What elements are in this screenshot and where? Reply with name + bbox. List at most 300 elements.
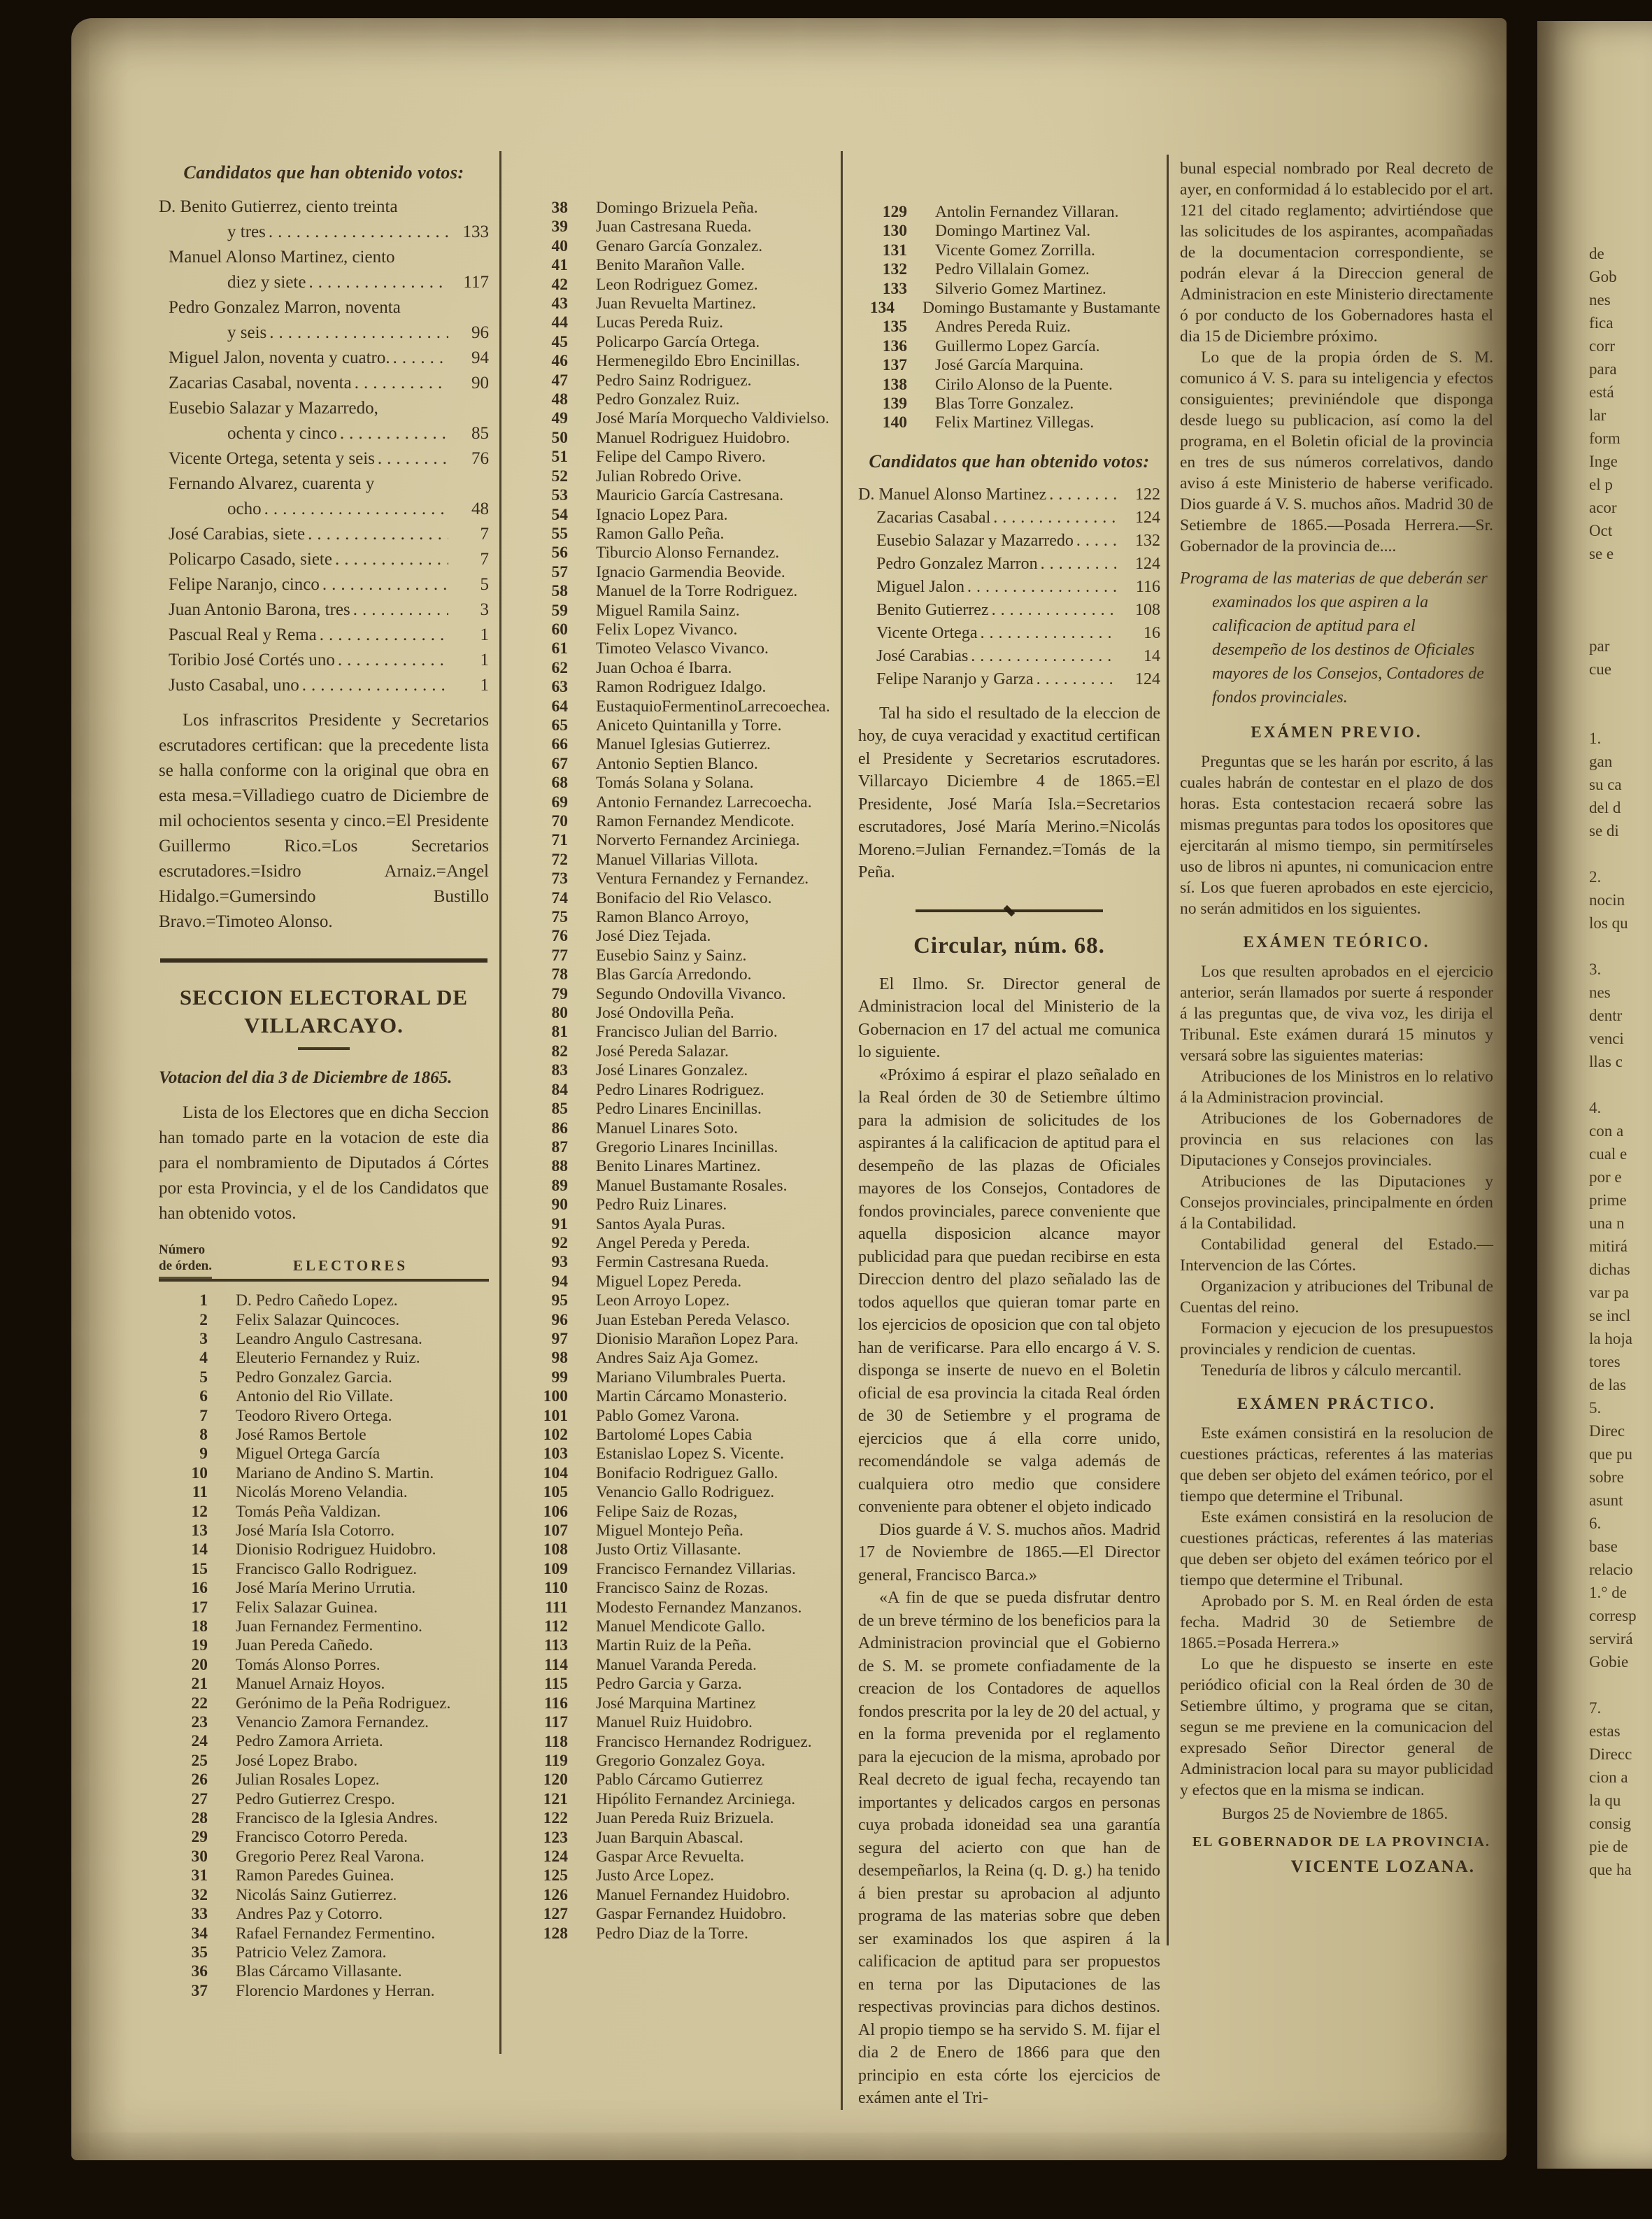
elector-number: 83	[551, 1061, 568, 1080]
elector-name: Hipólito Fernandez Arciniega.	[596, 1789, 796, 1808]
elector-name: Vicente Gomez Zorrilla.	[935, 241, 1095, 260]
adjacent-page-edge	[1537, 21, 1652, 2169]
column-rule-1	[499, 151, 501, 2054]
diamond-ornament	[1004, 905, 1015, 916]
text-block: «Próximo á espirar el plazo señalado en la Real órden de 30 de Setiembre último para la admision de solicitudes de los aspirantes á la calificacion de aptitud para el desempeño de las plazas de Oficiales mayores de los Consejos, Contadores de fondos provinciales, parece conveniente que aquella disposicion alcance mayor publicidad para que puedan recibirse en esta Direccion dentro del plazo señalado las de todos aquellos que quieran tomar parte en los ejercicios de oposicion que con tal objeto han de verificarse. Para ello encargo á V. S. disponga se inserte de nuevo en el Boletin oficial de esa provincia la citada Real órden de 30 de Setiembre y el programa de ejercicios que á ella corre unido, recomendándole se valga además de cualquiera otro medio que considere conveniente para obtener el objeto indicado	[858, 1065, 1160, 1517]
elector-name: Modesto Fernandez Manzanos.	[596, 1598, 802, 1617]
elector-row	[519, 1196, 837, 1214]
elector-name: Miguel Ramila Sainz.	[596, 601, 740, 620]
cut-off-text-fragment: con a	[1589, 1122, 1624, 1140]
candidate-name: Pedro Gonzalez Marron	[876, 554, 1038, 573]
vote-entry-text: Justo Casabal, uno	[169, 676, 299, 695]
elector-number: 91	[551, 1214, 568, 1233]
elector-list-38-128	[519, 199, 837, 1943]
elector-number: 118	[544, 1732, 568, 1751]
elector-row	[519, 218, 837, 236]
elector-name: José María Isla Cotorro.	[236, 1521, 395, 1540]
vote-entry-text: Toribio José Cortés uno	[169, 651, 335, 669]
elector-name: Manuel Ruiz Huidobro.	[596, 1713, 753, 1732]
number-column-header: Número de órden.	[159, 1242, 212, 1279]
elector-number: 40	[551, 236, 568, 255]
elector-row	[159, 1675, 489, 1694]
elector-row	[519, 486, 837, 505]
elector-number: 74	[551, 888, 568, 907]
elector-name: Pedro Linares Rodriguez.	[596, 1080, 764, 1099]
elector-number: 98	[551, 1349, 568, 1368]
elector-number: 17	[191, 1598, 208, 1617]
elector-name: Rafael Fernandez Fermentino.	[236, 1924, 436, 1943]
candidate-vote-count: 124	[1135, 554, 1160, 573]
elector-name: Manuel Villarias Villota.	[596, 850, 758, 869]
elector-row	[519, 1503, 837, 1522]
elector-name: Felix Salazar Guinea.	[236, 1598, 378, 1617]
cut-off-text-fragment: estas	[1589, 1722, 1621, 1740]
elector-number: 75	[551, 908, 568, 927]
cut-off-text-fragment: su ca	[1589, 776, 1622, 793]
elector-row	[159, 1962, 489, 1981]
elector-row	[519, 352, 837, 371]
elector-name: Norverto Fernandez Arciniega.	[596, 831, 800, 850]
text-block: Teneduría de libros y cálculo mercantil.	[1201, 1361, 1462, 1380]
text-block: Atribuciones de los Gobernadores de provincia en sus relaciones con las Diputaciones y Consejos provinciales.	[1180, 1110, 1493, 1170]
elector-number: 32	[191, 1885, 208, 1904]
elector-row	[519, 908, 837, 927]
elector-number: 12	[191, 1502, 208, 1521]
candidate-name: Benito Gutierrez	[876, 600, 989, 619]
text-block: Lo que he dispuesto se inserte en este periódico oficial con la Real órden de 30 de Setiembre último, y programa que se citan, segun se me previene en la comunicacion del expresado Señor Director general de Administracion local para su mayor publicidad y efectos que en la misma se indican.	[1180, 1655, 1493, 1799]
elector-number: 117	[544, 1713, 568, 1732]
elector-number: 123	[543, 1828, 568, 1847]
elector-number: 54	[551, 505, 568, 524]
text-block: Dios guarde á V. S. muchos años. Madrid 17 de Noviembre de 1865.—El Director general, Francisco Barca.»	[858, 1520, 1160, 1585]
elector-number: 72	[551, 850, 568, 869]
elector-name: Antonio Septien Blanco.	[596, 754, 758, 773]
elector-name: Pablo Cárcamo Gutierrez	[596, 1771, 763, 1789]
elector-row	[159, 1579, 489, 1598]
elector-row	[159, 1560, 489, 1579]
vote-entry-line2	[159, 371, 489, 396]
elector-number: 28	[191, 1809, 208, 1828]
cut-off-text-fragment: asunt	[1589, 1491, 1623, 1509]
elector-row	[519, 1522, 837, 1540]
elector-row	[519, 716, 837, 735]
circular-body	[858, 973, 1160, 2110]
cut-off-text-fragment: el p	[1589, 476, 1613, 493]
vote-entry-line1: Pedro Gonzalez Marron, noventa	[169, 298, 401, 317]
elector-name: Silverio Gomez Martinez.	[935, 279, 1106, 298]
elector-row	[519, 1886, 837, 1905]
elector-name: Juan Ochoa é Ibarra.	[596, 658, 732, 677]
elector-row	[519, 1368, 837, 1387]
elector-number: 9	[199, 1445, 208, 1463]
elector-row	[159, 1848, 489, 1866]
elector-number: 36	[191, 1962, 208, 1981]
elector-number: 10	[191, 1463, 208, 1482]
elector-name: Gregorio Perez Real Varona.	[236, 1847, 425, 1866]
elector-row	[519, 1866, 837, 1885]
elector-name: Andres Saiz Aja Gomez.	[596, 1349, 759, 1368]
elector-row	[519, 851, 837, 870]
elector-name: Manuel Linares Soto.	[596, 1119, 738, 1137]
elector-row	[858, 413, 1160, 432]
elector-row	[159, 1790, 489, 1809]
vote-count: 5	[480, 575, 489, 594]
text-block: bunal especial nombrado por Real decreto de ayer, en conformidad á lo establecido por el art. 121 del citado reglamento; advirtiéndose que las solicitudes de los aspirantes, acompañadas de la documentacion correspondiente, se podrán elevar á la Direccion general de Administracion en este Ministerio directamente ó por conducto de los Gobernadores hasta el dia 15 de Diciembre próximo.	[1180, 159, 1493, 346]
elector-row	[519, 1215, 837, 1234]
cut-off-text-fragment: fica	[1589, 314, 1614, 332]
cut-off-text-fragment: gan	[1589, 753, 1613, 770]
elector-number: 95	[551, 1291, 568, 1310]
elector-number: 96	[551, 1310, 568, 1329]
elector-number: 71	[551, 831, 568, 850]
candidate-vote-count: 124	[1135, 669, 1160, 688]
elector-name: Blas García Arredondo.	[596, 965, 752, 984]
elector-name: José Diez Tejada.	[596, 927, 711, 946]
elector-name: Patricio Velez Zamora.	[236, 1943, 387, 1962]
cut-off-text-fragment: prime	[1589, 1191, 1627, 1209]
column-rule-3	[1167, 155, 1169, 1945]
elector-name: Blas Cárcamo Villasante.	[236, 1962, 402, 1981]
elector-number: 128	[543, 1924, 568, 1943]
elector-number: 37	[191, 1981, 208, 2000]
candidate-name: José Carabias	[876, 646, 969, 665]
elector-number: 106	[543, 1502, 568, 1521]
elector-number: 22	[191, 1694, 208, 1713]
cut-off-text-fragment: nes	[1589, 984, 1611, 1001]
elector-number: 115	[544, 1675, 568, 1694]
elector-name: Francisco Cotorro Pereda.	[236, 1828, 408, 1847]
candidate-name: Vicente Ortega	[876, 623, 978, 642]
elector-number: 61	[551, 639, 568, 658]
elector-name: José Lopez Brabo.	[236, 1751, 358, 1770]
elector-name: Gerónimo de la Peña Rodriguez.	[236, 1694, 451, 1713]
elector-name: Miguel Ortega García	[236, 1445, 380, 1463]
elector-row	[519, 563, 837, 582]
elector-number: 70	[551, 812, 568, 830]
elector-name: Ignacio Garmendia Beovide.	[596, 562, 785, 581]
cut-off-text-fragment: Inge	[1589, 453, 1618, 470]
elector-name: Mariano de Andino S. Martin.	[236, 1463, 434, 1482]
elector-number: 8	[199, 1425, 208, 1444]
elector-number: 14	[191, 1540, 208, 1559]
elector-name: Felix Salazar Quincoces.	[236, 1310, 400, 1329]
elector-name: Benito Marañon Valle.	[596, 256, 745, 275]
elector-name: Francisco Julian del Barrio.	[596, 1023, 778, 1042]
elector-row	[519, 755, 837, 774]
elector-number: 51	[551, 448, 568, 467]
elector-name: Manuel Arnaiz Hoyos.	[236, 1675, 385, 1694]
elector-number: 135	[882, 318, 907, 336]
column-2	[519, 158, 837, 1943]
elector-number: 43	[551, 295, 568, 313]
section-divider-rule	[160, 958, 487, 963]
elector-name: Domingo Martinez Val.	[935, 222, 1091, 241]
column-1	[159, 158, 489, 2001]
elector-number: 57	[551, 562, 568, 581]
cut-off-text-fragment: relacio	[1589, 1561, 1633, 1578]
elector-row	[858, 203, 1160, 222]
cut-off-text-fragment: Gobie	[1589, 1653, 1629, 1671]
elector-row	[159, 1943, 489, 1962]
elector-number: 5	[199, 1368, 208, 1387]
elector-name: Venancio Gallo Rodriguez.	[596, 1483, 775, 1502]
candidate-vote-row	[858, 530, 1160, 553]
elector-row	[159, 1828, 489, 1847]
candidate-name: Miguel Jalon	[876, 577, 964, 596]
vote-count: 7	[480, 550, 489, 569]
elector-number: 30	[191, 1847, 208, 1866]
elector-row	[858, 222, 1160, 241]
elector-number: 68	[551, 774, 568, 793]
cut-off-text-fragment: del d	[1589, 799, 1621, 816]
cut-off-text-fragment: acor	[1589, 499, 1617, 516]
vote-entry	[159, 472, 489, 522]
text-block: «A fin de que se pueda disfrutar dentro de un breve término de los beneficios para la Administracion provincial que el Gobierno de S. M. se promete confiadamente de la creacion de los Contadores de aquellos fondos prescrita por la ley de 20 del actual, y en la forma prevenida por el reglamento para la ejecucion de la misma, aprobado por Real decreto de igual fecha, recayendo tan importantes y delicados cargos en personas cuya probada idoneidad sea una garantía segura del acierto con que han de desempeñarlos, la Reina (q. D. g.) ha tenido á bien prestar su aprobacion al adjunto programa de las materias sobre que deben ser examinados los que aspiren á la calificacion de aptitud para ser propuestos en terna por las Diputaciones de las respectivas provincias para dichos destinos. Al propio tiempo se ha servido S. M. fijar el dia 2 de Enero de 1866 para que den principio en esta córte los ejercicios de exámen ante el Tri-	[858, 1589, 1160, 2108]
elector-name: Timoteo Velasco Vivanco.	[596, 639, 769, 658]
elector-name: José María Merino Urrutia.	[236, 1579, 416, 1598]
elector-row	[519, 313, 837, 332]
vote-entry-line2	[159, 673, 489, 698]
vote-entry-text: y seis	[227, 323, 267, 342]
vote-entry-line2	[159, 320, 489, 346]
vote-entry-text: ocho	[227, 499, 262, 518]
elector-row	[519, 1234, 837, 1253]
cut-off-text-fragment: nes	[1589, 291, 1611, 309]
elector-row	[519, 429, 837, 448]
elector-row	[159, 1540, 489, 1559]
vote-entry-line2	[159, 446, 489, 472]
elector-row	[159, 1924, 489, 1943]
elector-row	[519, 1598, 837, 1617]
elector-name: Leon Arroyo Lopez.	[596, 1291, 730, 1310]
elector-row	[519, 1464, 837, 1483]
cut-off-text-fragment: servirá	[1589, 1630, 1633, 1647]
elector-row	[159, 1694, 489, 1713]
elector-name: José Ramos Bertole	[236, 1425, 366, 1444]
elector-row	[159, 1291, 489, 1310]
text-block: Programa de las materias de que deberán ser examinados los que aspiren a la calificacion de aptitud para el desempeño de los destinos de Oficiales mayores de los Consejos, Contadores de fondos provinciales.	[1180, 569, 1488, 707]
elector-row	[519, 276, 837, 295]
elector-name: Ramon Fernandez Mendicote.	[596, 812, 795, 830]
cut-off-text-fragment: base	[1589, 1538, 1618, 1555]
vote-entry	[159, 346, 489, 371]
section-heading	[159, 984, 489, 1040]
elector-name: Juan Revuelta Martinez.	[596, 295, 757, 313]
elector-number: 108	[543, 1540, 568, 1559]
elector-row	[519, 1713, 837, 1732]
elector-row	[519, 1081, 837, 1100]
dot-leader	[993, 506, 1117, 530]
elector-name: Mauricio García Castresana.	[596, 486, 784, 505]
cut-off-text-fragment: Oct	[1589, 522, 1613, 539]
text-block: EXÁMEN PRÁCTICO.	[1237, 1395, 1437, 1412]
elector-number: 81	[551, 1023, 568, 1042]
elector-row	[159, 1407, 489, 1426]
elector-number: 3	[199, 1329, 208, 1348]
elector-name: Juan Pereda Cañedo.	[236, 1636, 373, 1655]
elector-number: 80	[551, 1004, 568, 1023]
cut-off-text-fragment: se e	[1589, 545, 1614, 562]
cut-off-text-fragment: cion a	[1589, 1768, 1628, 1786]
elector-number: 1	[199, 1291, 208, 1310]
elector-row	[519, 1809, 837, 1828]
elector-row	[159, 1311, 489, 1330]
elector-row	[519, 870, 837, 888]
text-block: Organizacion y atribuciones del Tribunal de Cuentas del reino.	[1180, 1277, 1493, 1317]
vote-count: 76	[471, 449, 489, 468]
elector-row	[519, 1752, 837, 1771]
candidate-vote-row	[858, 483, 1160, 506]
cut-off-text-fragment: cue	[1589, 660, 1611, 678]
elector-name: Juan Fernandez Fermentino.	[236, 1617, 422, 1636]
elector-row	[519, 1829, 837, 1848]
elector-row	[519, 1157, 837, 1176]
elector-name: Santos Ayala Puras.	[596, 1214, 726, 1233]
elector-number: 4	[199, 1349, 208, 1368]
cut-off-text-fragment: se incl	[1589, 1307, 1631, 1324]
vote-entry	[159, 547, 489, 572]
elector-number: 52	[551, 467, 568, 485]
elector-name: Miguel Lopez Pereda.	[596, 1272, 742, 1291]
elector-number: 50	[551, 428, 568, 447]
vote-count: 96	[471, 323, 489, 342]
candidates-heading-villadiego: Candidatos que han obtenido votos:	[183, 162, 464, 183]
elector-row	[159, 1809, 489, 1828]
elector-number: 59	[551, 601, 568, 620]
elector-row	[519, 1579, 837, 1598]
elector-row	[159, 1464, 489, 1483]
cut-off-text-fragment: llas c	[1589, 1053, 1623, 1070]
elector-name: Gaspar Fernandez Huidobro.	[596, 1905, 787, 1924]
elector-row	[519, 1426, 837, 1445]
cut-off-text-fragment: venci	[1589, 1030, 1624, 1047]
dot-leader	[302, 673, 448, 698]
cut-off-text-fragment: 7.	[1589, 1699, 1602, 1717]
elector-row	[858, 260, 1160, 279]
elector-row	[858, 395, 1160, 413]
elector-row	[519, 1042, 837, 1061]
elector-name: Domingo Bustamante y Bustamante	[922, 299, 1160, 318]
dot-leader	[308, 270, 448, 295]
vote-list-villadiego	[159, 194, 489, 698]
elector-name: Pedro Ruiz Linares.	[596, 1196, 727, 1214]
cut-off-text-fragment: 6.	[1589, 1515, 1602, 1532]
elector-row	[519, 927, 837, 946]
elector-row	[159, 1732, 489, 1751]
cut-off-text-fragment	[1589, 842, 1652, 865]
elector-number: 140	[882, 413, 907, 432]
elector-name: Eleuterio Fernandez y Ruiz.	[236, 1349, 420, 1368]
elector-number: 116	[544, 1694, 568, 1713]
cut-off-text-fragment	[1589, 704, 1652, 727]
cut-off-text-fragment: corr	[1589, 337, 1616, 355]
elector-name: Dionisio Marañon Lopez Para.	[596, 1329, 799, 1348]
vote-entry-line2	[159, 597, 489, 623]
elector-name: Ramon Rodriguez Idalgo.	[596, 678, 767, 697]
cut-off-text-fragment: 3.	[1589, 960, 1602, 978]
elector-number: 82	[551, 1042, 568, 1061]
elector-number: 31	[191, 1866, 208, 1885]
cut-off-text-fragment: Direc	[1589, 1422, 1625, 1440]
elector-name: Felipe Saiz de Rozas,	[596, 1502, 738, 1521]
electores-column-header: ELECTORES	[293, 1257, 408, 1275]
elector-number: 6	[199, 1387, 208, 1406]
dot-leader	[355, 371, 448, 396]
elector-number: 87	[551, 1137, 568, 1156]
elector-name: Juan Pereda Ruiz Brizuela.	[596, 1809, 774, 1828]
elector-number: 62	[551, 658, 568, 677]
elector-row	[519, 1291, 837, 1310]
text-block: Lo que de la propia órden de S. M. comunico á V. S. para su inteligencia y efectos consiguientes; previniéndole que disponga desde luego su publicacion, así como la del programa, en el Boletin oficial de la provincia en tres de sus números correlativos, dando aviso á este Ministerio de haberse verificado. Dios guarde á V. S. muchos años. Madrid 30 de Setiembre de 1865.—Posada Herrera.—Sr. Gobernador de la provincia de....	[1180, 348, 1493, 555]
elector-row	[519, 448, 837, 467]
text-block: EL GOBERNADOR DE LA PROVINCIA.	[1192, 1834, 1490, 1850]
candidate-vote-row	[858, 645, 1160, 668]
elector-name: Francisco Fernandez Villarias.	[596, 1559, 796, 1578]
elector-number: 69	[551, 793, 568, 811]
elector-name: Andres Pereda Ruiz.	[935, 318, 1071, 336]
elector-name: José Ondovilla Peña.	[596, 1004, 734, 1023]
cut-off-text-fragment: una n	[1589, 1214, 1625, 1232]
elector-name: José García Marquina.	[935, 356, 1084, 375]
cut-off-text-fragment: dentr	[1589, 1007, 1623, 1024]
elector-number: 84	[551, 1080, 568, 1099]
elector-row	[519, 525, 837, 544]
elector-number: 132	[882, 260, 907, 279]
circular-continuation	[1180, 158, 1493, 1878]
section-heading-line1: SECCION ELECTORAL DE	[179, 985, 469, 1009]
cut-off-text-fragment: nocin	[1589, 891, 1625, 909]
elector-number: 121	[543, 1789, 568, 1808]
elector-row	[519, 965, 837, 984]
elector-number: 21	[191, 1675, 208, 1694]
elector-number: 76	[551, 927, 568, 946]
elector-row	[159, 1982, 489, 2001]
elector-row	[519, 1483, 837, 1502]
dot-leader	[308, 522, 448, 547]
elector-number: 124	[543, 1847, 568, 1866]
vote-entry-text: Pascual Real y Rema	[169, 625, 317, 644]
vote-entry-line2	[159, 421, 489, 446]
candidate-vote-row	[858, 622, 1160, 645]
elector-number: 120	[543, 1771, 568, 1789]
column-3	[858, 158, 1160, 2110]
elector-number: 111	[545, 1598, 568, 1617]
elector-row	[519, 1387, 837, 1406]
elector-name: Aniceto Quintanilla y Torre.	[596, 716, 782, 735]
elector-name: Ventura Fernandez y Fernandez.	[596, 870, 809, 888]
candidate-vote-count: 16	[1144, 623, 1160, 642]
elector-name: Segundo Ondovilla Vivanco.	[596, 984, 786, 1003]
text-block: EXÁMEN PREVIO.	[1251, 723, 1423, 741]
elector-number: 16	[191, 1579, 208, 1598]
dot-leader	[269, 220, 448, 245]
elector-row	[858, 299, 1160, 318]
candidate-name: Felipe Naranjo y Garza	[876, 669, 1034, 688]
dot-leader	[1049, 483, 1117, 506]
elector-name: Felix Martinez Villegas.	[935, 413, 1095, 432]
dot-leader	[980, 622, 1117, 645]
elector-name: Ramon Blanco Arroyo,	[596, 908, 749, 927]
elector-row	[159, 1368, 489, 1387]
text-block: Atribuciones de las Diputaciones y Consejos provinciales, principalmente en órden á la Contabilidad.	[1180, 1172, 1493, 1233]
elector-number: 129	[882, 203, 907, 221]
elector-name: Felipe del Campo Rivero.	[596, 448, 766, 467]
elector-name: Tiburcio Alonso Fernandez.	[596, 544, 780, 562]
text-block: Preguntas que se les harán por escrito, á las cuales habrán de contestar en el plazo de dos horas. Esta contestacion recaerá sobre las mismas preguntas para todos los opositores que ejercitarán al mismo tiempo, sin permitírseles uso de libros ni apuntes, ni comunicacion entre sí. Los que fueren aprobados en este ejercicio, no serán admitidos en los siguientes.	[1180, 753, 1493, 918]
elector-number: 39	[551, 218, 568, 236]
vote-count: 1	[480, 651, 489, 669]
candidate-vote-count: 122	[1135, 485, 1160, 504]
